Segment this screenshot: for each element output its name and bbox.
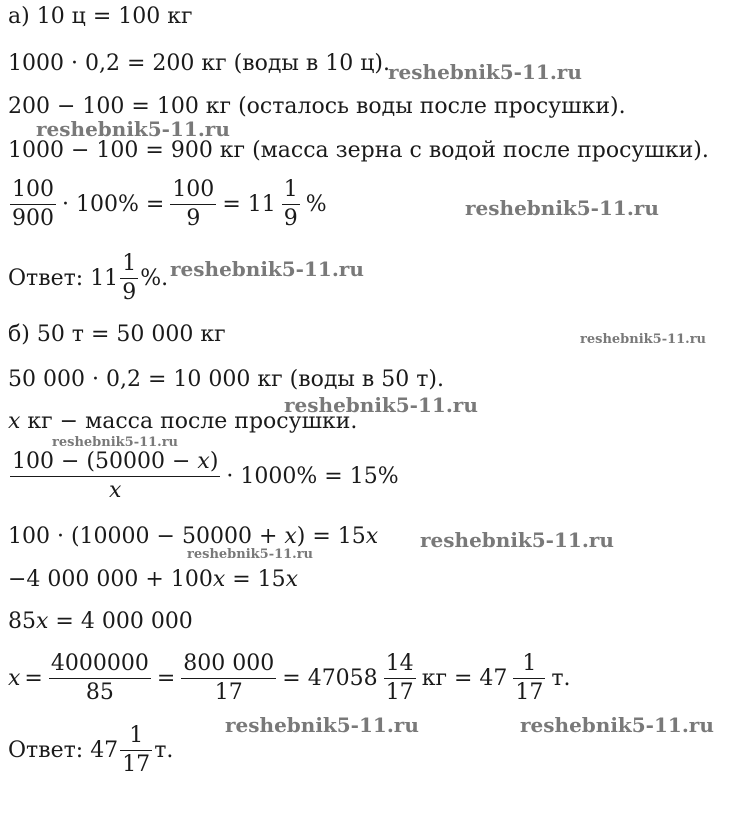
fraction: $\frac{800 000}{17}$	[183, 651, 275, 705]
fraction: $\frac{100 - (50000 - x)}{x}$	[12, 449, 219, 503]
line-a-3: 200 − 100 = 100 кг (осталось воды после просушки).	[8, 94, 626, 119]
watermark: reshebnik5-11.ru	[170, 257, 364, 281]
line-b-6: −4 000 000 + 100x = 15x	[8, 567, 299, 592]
line-a-4: 1000 − 100 = 900 кг (масса зерна с водой после просушки).	[8, 138, 709, 163]
fraction: $\frac{4000000}{85}$	[50, 651, 149, 705]
fraction: $\frac{1}{17}$	[515, 651, 544, 705]
fraction: $\frac{100}{9}$	[172, 177, 215, 231]
line-a-1: а) 10 ц = 100 кг	[8, 4, 193, 29]
watermark: reshebnik5-11.ru	[520, 713, 714, 737]
watermark: reshebnik5-11.ru	[465, 196, 659, 220]
watermark: reshebnik5-11.ru	[225, 713, 419, 737]
answer-a: Ответ: 11 $\frac{1}{9}$ %.	[8, 251, 169, 305]
watermark: reshebnik5-11.ru	[388, 60, 582, 84]
watermark: reshebnik5-11.ru	[52, 435, 179, 450]
answer-b: Ответ: 47 $\frac{1}{17}$ т.	[8, 723, 174, 777]
line-b-8-fractions: x = $\frac{4000000}{85}$ = $\frac{800 000}{17}$ = 47058 $\frac{14}{17}$ кг = 47 $\frac{1}{17}$ т.	[8, 651, 571, 705]
fraction: $\frac{1}{9}$	[122, 251, 137, 305]
watermark: reshebnik5-11.ru	[36, 117, 230, 141]
watermark: reshebnik5-11.ru	[284, 393, 478, 417]
fraction: $\frac{100}{900}$	[12, 177, 54, 231]
line-a-5-fractions: $\frac{100}{900}$ · 100% = $\frac{100}{9}$ = 11 $\frac{1}{9}$ %	[12, 177, 327, 231]
watermark: reshebnik5-11.ru	[420, 528, 614, 552]
line-b-2: 50 000 · 0,2 = 10 000 кг (воды в 50 т).	[8, 367, 444, 392]
line-b-4-fraction: $\frac{100 - (50000 - x)}{x}$ · 1000% = 15%	[12, 449, 399, 503]
watermark: reshebnik5-11.ru	[580, 332, 707, 347]
fraction: $\frac{1}{17}$	[122, 723, 151, 777]
watermark: reshebnik5-11.ru	[187, 547, 314, 562]
line-b-7: 85x = 4 000 000	[8, 609, 193, 634]
line-b-1: б) 50 т = 50 000 кг	[8, 322, 226, 347]
line-b-3: x кг − масса после просушки.	[8, 409, 358, 434]
line-a-2: 1000 · 0,2 = 200 кг (воды в 10 ц).	[8, 51, 390, 76]
fraction: $\frac{1}{9}$	[283, 177, 298, 231]
fraction: $\frac{14}{17}$	[385, 651, 414, 705]
line-b-5: 100 · (10000 − 50000 + x) = 15x	[8, 524, 379, 549]
